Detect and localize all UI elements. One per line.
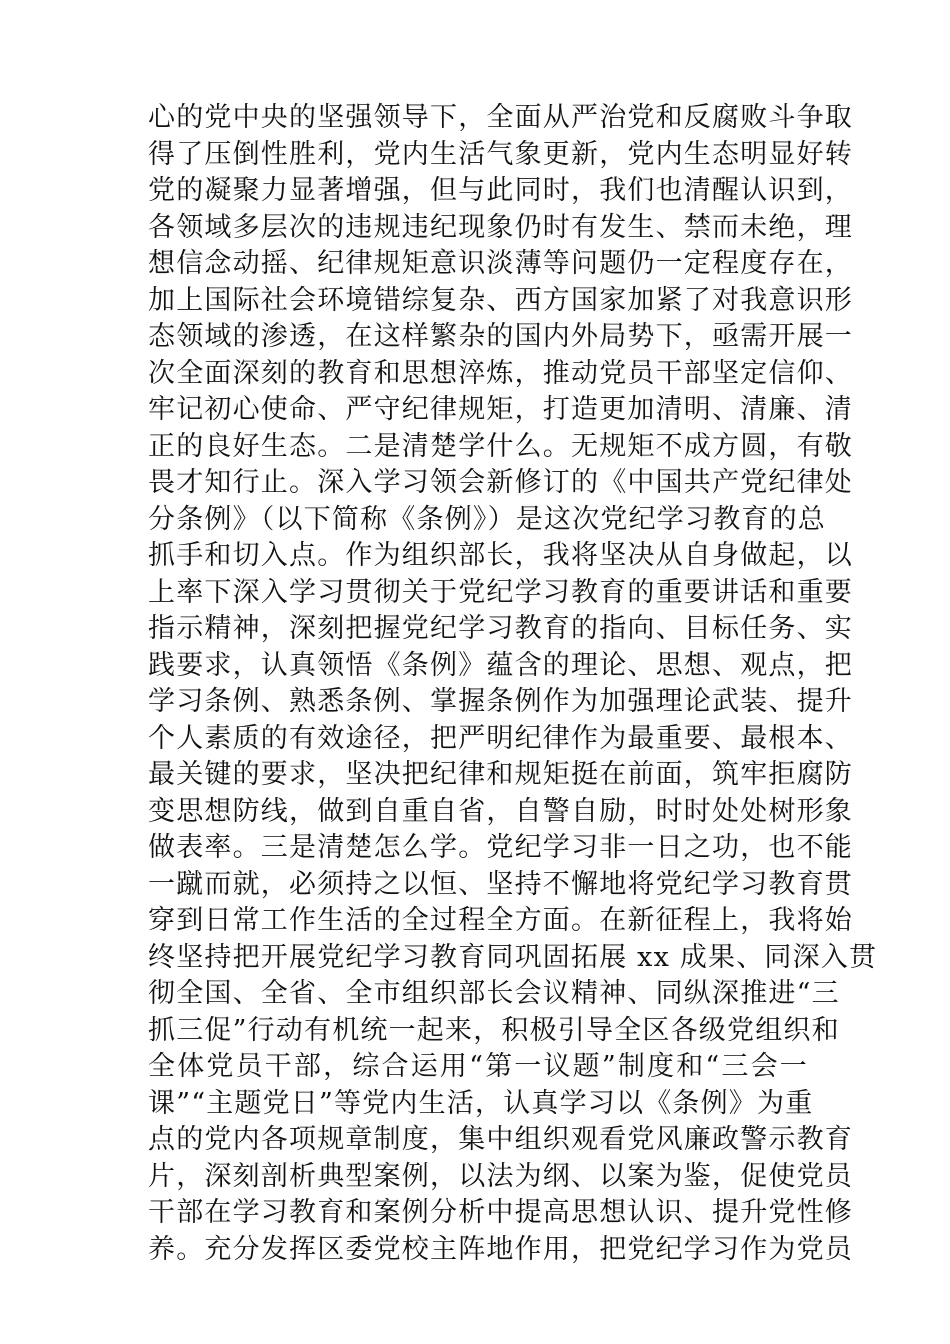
text-line: 片，深刻剖析典型案例，以法为纲、以案为鉴，促使党员 [148,1160,853,1192]
text-line: 态领域的渗透，在这样繁杂的国内外局势下，亟需开展一 [148,321,853,352]
text-line: 彻全国、全省、全市组织部长会议精神、同纵深推进“三 [148,978,840,1009]
text-line: 抓手和切入点。作为组织部长，我将坚决从自身做起，以 [148,540,853,571]
text-line: 抓三促”行动有机统一起来，积极引导全区各级党组织和 [148,1014,840,1046]
text-line: 加上国际社会环境错综复杂、西方国家加紧了对我意识形 [148,284,853,316]
text-line: 养。充分发挥区委党校主阵地作用，把党纪学习作为党员 [148,1233,853,1265]
text-line: 变思想防线，做到自重自省，自警自励，时时处处树形象 [148,795,853,827]
text-line: 终坚持把开展党纪学习教育同巩固拓展 xx 成果、同深入贯 [148,941,878,973]
text-line: 一蹴而就，必须持之以恒、坚持不懈地将党纪学习教育贯 [148,868,853,900]
text-line: 心的党中央的坚强领导下，全面从严治党和反腐败斗争取 [148,102,853,133]
text-line: 指示精神，深刻把握党纪学习教育的指向、目标任务、实 [148,613,853,644]
text-line: 想信念动摇、纪律规矩意识淡薄等问题仍一定程度存在， [148,248,853,279]
text-line: 正的良好生态。二是清楚学什么。无规矩不成方圆，有敬 [148,430,853,462]
text-line: 分条例》（以下简称《条例》）是这次党纪学习教育的总 [148,503,826,535]
body-text [148,100,878,1268]
text-line: 上率下深入学习贯彻关于党纪学习教育的重要讲话和重要 [148,576,853,608]
text-line: 学习条例、熟悉条例、掌握条例作为加强理论武装、提升 [148,686,853,717]
text-line: 全体党员干部，综合运用“第一议题”制度和“三会一 [148,1051,808,1082]
text-line: 次全面深刻的教育和思想淬炼，推动党员干部坚定信仰、 [148,357,853,389]
text-line: 课”“主题党日”等党内生活，认真学习以《条例》为重 [148,1087,814,1119]
text-line: 牢记初心使命、严守纪律规矩，打造更加清明、清廉、清 [148,394,853,425]
text-line: 党的凝聚力显著增强，但与此同时，我们也清醒认识到， [148,175,853,206]
text-line: 最关键的要求，坚决把纪律和规矩挺在前面，筑牢拒腐防 [148,759,853,790]
text-line: 得了压倒性胜利，党内生活气象更新，党内生态明显好转 [148,138,853,170]
text-line: 各领域多层次的违规违纪现象仍时有发生、禁而未绝，理 [148,211,853,243]
text-line: 个人素质的有效途径，把严明纪律作为最重要、最根本、 [148,722,853,754]
text-line: 穿到日常工作生活的全过程全方面。在新征程上，我将始 [148,905,853,936]
text-line: 点的党内各项规章制度，集中组织观看党风廉政警示教育 [148,1124,853,1155]
text-line: 畏才知行止。深入学习领会新修订的《中国共产党纪律处 [148,467,853,498]
text-line: 做表率。三是清楚怎么学。党纪学习非一日之功，也不能 [148,832,853,863]
text-line: 践要求，认真领悟《条例》蕴含的理论、思想、观点，把 [148,649,853,681]
text-line: 干部在学习教育和案例分析中提高思想认识、提升党性修 [148,1197,853,1228]
